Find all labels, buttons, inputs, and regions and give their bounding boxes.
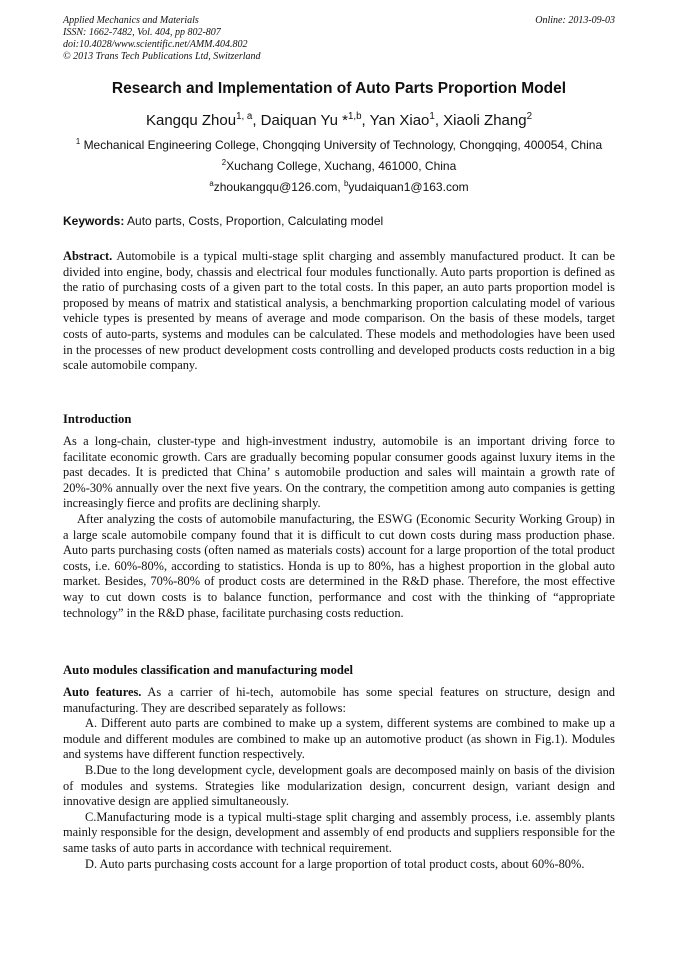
copyright-line: © 2013 Trans Tech Publications Ltd, Switzerland: [63, 51, 261, 62]
introduction-body: [63, 434, 615, 621]
abstract: [63, 249, 615, 374]
email-a[interactable]: zhoukangqu@126.com,: [213, 180, 341, 194]
features-label: Auto features.: [63, 685, 142, 699]
intro-paragraph-2: After analyzing the costs of automobile manufacturing, the ESWG (Economic Security Working Group) in a large scale automobile company found that it is difficult to cut down costs during mass production phase. Auto parts purchasing costs (often named as materials costs) account for a large proportion of the total product costs, i.e. 60%-80%, according to statistics. Honda is up to 80%, has a highest proportion in the global auto market. Besides, 70%-80% of product costs are determined in the R&D phase. Therefore, the most effective way to cut down costs is to balance function, performance and cost with the thinking of “appropriate technology” in the R&D phase, facilitate purchasing costs reduction.: [63, 511, 615, 620]
keywords-text: Auto parts, Costs, Proportion, Calculating model: [127, 214, 384, 228]
journal-name: Applied Mechanics and Materials: [63, 15, 199, 26]
keywords: [63, 214, 615, 228]
affiliation-2: [40, 159, 638, 173]
features-text: As a carrier of hi-tech, automobile has some special features on structure, design and manufacturing. They are described separately as follows:: [63, 685, 615, 715]
author-4-affil: 2: [526, 111, 532, 122]
author-list: Kangqu Zhou$^{1, a}$, Daiquan Yu *$^{1,b}$, Yan Xiao$^1$, Xiaoli Zhang$^2$: [145, 111, 532, 129]
affiliation-1-mark: 1: [75, 137, 81, 146]
email-b-mark: b: [344, 179, 349, 188]
feature-c: C.Manufacturing mode is a typical multi-stage split charging and assembly process, i.e. assembly plants mainly responsible for the design, development and assembly of end products and suppliers responsible for the same tasks of auto parts in accordance with technical requirement.: [63, 809, 615, 855]
email-a-mark: a: [209, 179, 214, 188]
affiliation-2-text: Xuchang College, Xuchang, 461000, China: [226, 159, 457, 173]
introduction-heading: Introduction: [63, 412, 132, 426]
feature-a: A. Different auto parts are combined to make up a system, different systems are combined to make up a module and different modules are combined to make up an automotive product (as shown in Fig.1). Modules and systems have different function respectively.: [63, 716, 615, 762]
feature-d: D. Auto parts purchasing costs account for a large proportion of total product costs, about 60%-80%.: [85, 856, 585, 871]
author-1-affil: 1, a: [236, 111, 253, 122]
modules-body: [63, 685, 615, 872]
abstract-label: Abstract.: [63, 249, 113, 263]
abstract-text: Automobile is a typical multi-stage split charging and assembly manufactured product. It can be divided into engine, body, chassis and electrical four modules functionally. Auto parts proportion is defined as the ratio of purchasing costs of a given part to the total costs. In this paper, an auto parts proportion model is proposed by means of matrix and statistical analysis, a benchmarking proportion calculating model of various vehicle types is presented by means of average and mode comparison. On the basis of these models, target costs of auto-parts, systems and modules can be calculated. These models and methodologies have been used in the processes of new product development costs controlling and developed products costs reduction in a big scale automobile company.: [63, 249, 615, 373]
author-2: Daiquan Yu *: [260, 112, 348, 129]
journal-header: [63, 15, 615, 63]
affiliation-2-mark: 2: [221, 158, 227, 167]
affiliation-1-text: Mechanical Engineering College, Chongqing University of Technology, Chongqing, 400054, China: [83, 138, 603, 152]
keywords-label: Keywords:: [63, 214, 125, 228]
doi-line: doi:10.4028/www.scientific.net/AMM.404.802: [63, 39, 248, 50]
online-date: Online: 2013-09-03: [535, 15, 615, 26]
affiliation-1: [40, 138, 638, 152]
author-emails: [40, 180, 638, 194]
author-3-affil: 1: [429, 111, 435, 122]
author-2-affil: 1,b: [347, 111, 362, 122]
author-3: Yan Xiao: [369, 112, 430, 129]
paper-title: Research and Implementation of Auto Parts Proportion Model: [111, 80, 567, 97]
intro-paragraph-1: As a long-chain, cluster-type and high-investment industry, automobile is an important driving force to facilitate economic growth. Cars are gradually becoming popular consumer goods against luxury items in the past decades. It is predicted that China’ s automobile production and sales will maintain a growth rate of 20%-30% annually over the next five years. On the contrary, the competition among auto companies is getting increasingly fierce and profits are declining sharply.: [63, 434, 615, 511]
author-4: Xiaoli Zhang: [443, 112, 527, 129]
feature-b: B.Due to the long development cycle, development goals are decomposed mainly on basis of the division of modules and systems. Strategies like modularization design, concurrent design, variant design and innovative design are applied simultaneously.: [63, 762, 615, 809]
author-1: Kangqu Zhou: [145, 112, 237, 129]
modules-heading: Auto modules classification and manufacturing model: [63, 663, 354, 677]
email-b[interactable]: yudaiquan1@163.com: [348, 180, 469, 194]
issn-line: ISSN: 1662-7482, Vol. 404, pp 802-807: [63, 27, 221, 38]
